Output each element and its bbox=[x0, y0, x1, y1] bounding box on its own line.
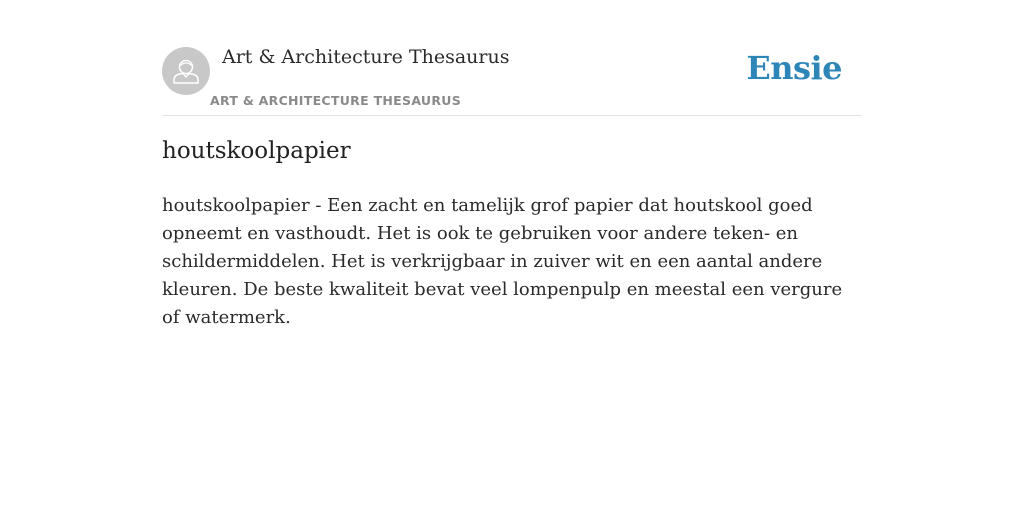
brand-logo[interactable]: Ensie bbox=[746, 49, 842, 87]
user-outline-icon bbox=[162, 47, 210, 95]
author-subtitle: ART & ARCHITECTURE THESAURUS bbox=[210, 93, 462, 108]
author-name[interactable]: Art & Architecture Thesaurus bbox=[222, 46, 510, 68]
user-avatar-icon[interactable] bbox=[162, 47, 210, 95]
entry-header bbox=[162, 40, 862, 116]
entry-term: houtskoolpapier bbox=[162, 138, 351, 164]
entry-definition: houtskoolpapier - Een zacht en tamelijk grof papier dat houtskool goed opneemt en vasthoudt. Het is ook te gebruiken voor andere teken- en schildermiddelen. Het is verkrijgbaar in zuiver wit en een aantal andere kleuren. De beste kwaliteit bevat veel lompenpulp en meestal een vergure of watermerk. bbox=[162, 195, 843, 328]
